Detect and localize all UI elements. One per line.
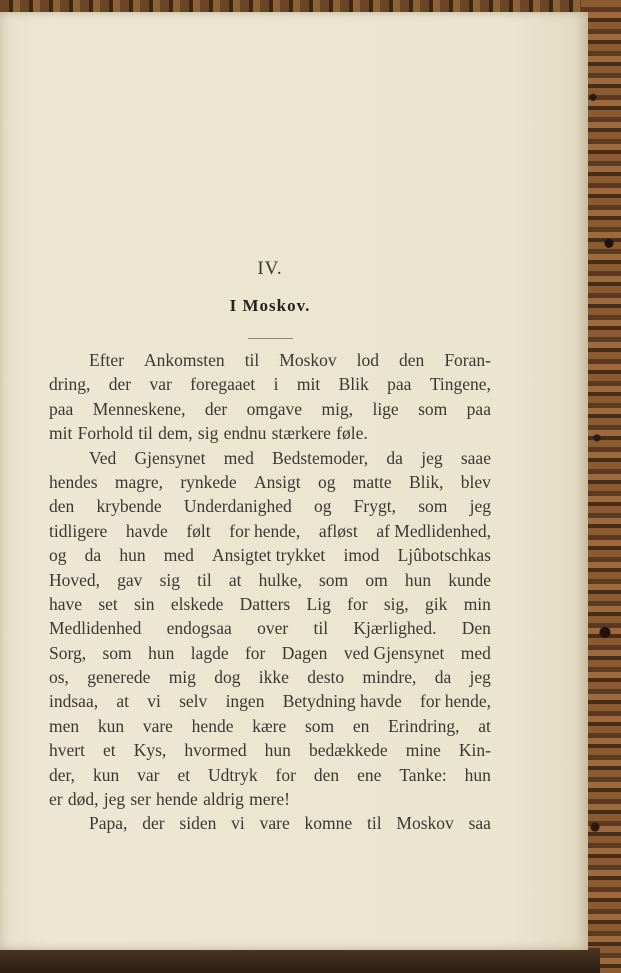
word: omgave <box>246 398 303 419</box>
chapter-body-text <box>49 348 491 836</box>
word: som <box>418 496 448 517</box>
word: desto <box>307 667 345 688</box>
word: Betydning havde <box>282 691 402 712</box>
word: vi <box>147 691 161 712</box>
word: min <box>463 593 491 614</box>
word: foregaaet <box>190 374 256 395</box>
word: jeg <box>103 789 126 810</box>
word: Frygt, <box>353 496 396 517</box>
word: jeg <box>421 447 443 468</box>
word: dring, <box>49 374 91 395</box>
word: hende <box>156 789 198 810</box>
word: som <box>418 398 448 419</box>
word: havde <box>125 520 168 541</box>
word: Blik, <box>408 471 444 492</box>
word: og <box>317 471 336 492</box>
text-line <box>49 763 491 787</box>
word: saa <box>468 813 491 834</box>
word: Tingene, <box>429 374 491 395</box>
word: aldrig <box>203 789 244 810</box>
word: tidligere <box>49 520 108 541</box>
word: ved Gjensynet <box>343 642 445 663</box>
word: sig, <box>383 593 409 614</box>
word: til <box>197 569 212 590</box>
word: Papa, <box>89 813 128 834</box>
word: til <box>138 423 153 444</box>
word: mit <box>296 374 321 395</box>
word: lod <box>356 350 380 370</box>
word: Moskov <box>396 813 454 834</box>
word: siden <box>179 813 217 834</box>
text-line <box>49 348 491 372</box>
word: Kjærlighed. <box>353 618 437 639</box>
word: hun <box>464 764 491 785</box>
word: Den <box>461 618 491 639</box>
word: hun <box>264 740 291 761</box>
word: hvert <box>49 740 85 761</box>
word: over <box>257 618 289 639</box>
word: generede <box>87 667 151 688</box>
text-line <box>49 665 491 689</box>
word: set <box>98 593 118 614</box>
word: jeg <box>469 667 491 688</box>
word: for hende, <box>420 691 491 712</box>
word: Underdanighed <box>183 496 292 517</box>
word: kun <box>97 715 125 736</box>
word: om <box>365 569 388 590</box>
word: var <box>137 764 160 785</box>
word: hulke, <box>258 569 302 590</box>
text-line <box>49 714 491 738</box>
word: der <box>108 374 132 395</box>
word: et <box>103 740 116 761</box>
word: som <box>319 569 349 590</box>
word: rynkede <box>180 471 237 492</box>
text-line <box>49 811 491 835</box>
word: der, <box>49 764 76 785</box>
word: Forhold <box>77 423 134 444</box>
word: Foran- <box>444 350 491 370</box>
chapter-divider <box>248 338 293 339</box>
text-line <box>49 616 491 640</box>
chapter-number: IV. <box>257 258 283 279</box>
word: dog <box>214 667 241 688</box>
word: indsaa, <box>49 691 99 712</box>
word: have <box>49 593 83 614</box>
word: var <box>149 374 172 395</box>
word: Erindring, <box>388 715 460 736</box>
text-line <box>49 738 491 762</box>
word: mit <box>49 423 73 444</box>
text-line <box>49 519 491 543</box>
word: er <box>49 789 63 810</box>
word: sig <box>197 423 219 444</box>
word: den <box>313 764 340 785</box>
word: ingen <box>225 691 265 712</box>
word: krybende <box>96 496 162 517</box>
word: følt <box>186 520 211 541</box>
word: at <box>478 715 491 736</box>
word: Kys, <box>133 740 167 761</box>
word: for <box>244 642 266 663</box>
word: kunde <box>448 569 491 590</box>
word: sin <box>134 593 155 614</box>
word: mere! <box>249 789 290 810</box>
text-line <box>49 592 491 616</box>
word: da <box>84 545 102 566</box>
word: føle. <box>336 423 368 444</box>
chapter-title: I Moskov. <box>229 296 311 315</box>
text-line <box>49 446 491 470</box>
word: gav <box>117 569 143 590</box>
word: Udtryk <box>208 764 258 785</box>
word: som <box>102 642 132 663</box>
word: med <box>460 642 491 663</box>
word: vare <box>142 715 173 736</box>
word: saae <box>460 447 491 468</box>
word: imod <box>343 545 380 566</box>
word: paa <box>466 398 491 419</box>
word: blev <box>460 471 491 492</box>
word: Medlidenhed <box>49 618 142 639</box>
word: Bedstemoder, <box>272 447 369 468</box>
word: mig, <box>321 398 354 419</box>
text-line <box>49 641 491 665</box>
word: til <box>366 813 382 834</box>
word: den <box>49 496 75 517</box>
word: hun <box>148 642 175 663</box>
text-line <box>49 421 491 445</box>
text-line <box>49 372 491 396</box>
word: ene <box>357 764 382 785</box>
word: da <box>386 447 403 468</box>
word: Tanke: <box>399 764 447 785</box>
word: endnu <box>223 423 267 444</box>
word: Ved <box>89 447 117 468</box>
word: sig <box>159 569 180 590</box>
word: at <box>228 569 242 590</box>
word: hende <box>191 715 234 736</box>
word: til <box>244 350 260 370</box>
word: selv <box>179 691 208 712</box>
word: af Medlidenhed, <box>376 520 491 541</box>
word: dem, <box>158 423 193 444</box>
word: vare <box>259 813 290 834</box>
word: ser <box>130 789 151 810</box>
word: gik <box>425 593 448 614</box>
text-line <box>49 397 491 421</box>
word: for <box>275 764 296 785</box>
word: jeg <box>469 496 491 517</box>
text-line <box>49 787 491 811</box>
word: der <box>142 813 165 834</box>
word: elskede <box>170 593 224 614</box>
text-line <box>49 494 491 518</box>
word: Ansigt <box>253 471 301 492</box>
word: Ansigtet trykket <box>212 545 326 566</box>
word: hvormed <box>184 740 247 761</box>
text-line <box>49 689 491 713</box>
word: Datters <box>239 593 291 614</box>
word: matte <box>352 471 392 492</box>
word: Ankomsten <box>143 350 225 370</box>
word: i <box>273 374 279 395</box>
word: for hende, <box>229 520 301 541</box>
word: mindre, <box>362 667 417 688</box>
word: Moskov <box>279 350 337 370</box>
word: da <box>434 667 452 688</box>
word: og <box>49 545 67 566</box>
word: med <box>163 545 194 566</box>
word: Menneskene, <box>92 398 186 419</box>
word: paa <box>387 374 412 395</box>
word: hun <box>404 569 432 590</box>
word: Gjensynet <box>134 447 206 468</box>
word: os, <box>49 667 69 688</box>
word: lige <box>372 398 399 419</box>
word: til <box>313 618 329 639</box>
text-line <box>49 470 491 494</box>
word: den <box>399 350 425 370</box>
word: for <box>347 593 368 614</box>
word: Blik <box>338 374 369 395</box>
word: død, <box>67 789 99 810</box>
word: et <box>177 764 191 785</box>
word: magre, <box>114 471 164 492</box>
word: og <box>313 496 332 517</box>
word: mine <box>405 740 441 761</box>
word: paa <box>49 398 74 419</box>
word: som <box>304 715 335 736</box>
word: der <box>204 398 228 419</box>
word: Sorg, <box>49 642 87 663</box>
word: hun <box>119 545 146 566</box>
word: hendes <box>49 471 98 492</box>
text-line <box>49 543 491 567</box>
word: at <box>116 691 129 712</box>
word: afløst <box>318 520 358 541</box>
word: ikke <box>258 667 289 688</box>
word: Hoved, <box>49 569 101 590</box>
word: en <box>352 715 370 736</box>
word: Kin- <box>458 740 491 761</box>
book-bottom-shadow <box>0 948 600 973</box>
word: Dagen <box>281 642 328 663</box>
word: komne <box>304 813 353 834</box>
word: vi <box>231 813 245 834</box>
word: med <box>223 447 254 468</box>
word: kun <box>92 764 120 785</box>
word: men <box>49 715 80 736</box>
word: Efter <box>89 350 124 370</box>
word: endogsaa <box>166 618 232 639</box>
word: lagde <box>190 642 229 663</box>
word: mig <box>168 667 196 688</box>
word: kære <box>252 715 287 736</box>
word: bedækkede <box>308 740 388 761</box>
text-line <box>49 568 491 592</box>
word: Lig <box>306 593 331 614</box>
word: Ljûbotschkas <box>397 545 491 566</box>
word: stærkere <box>271 423 331 444</box>
